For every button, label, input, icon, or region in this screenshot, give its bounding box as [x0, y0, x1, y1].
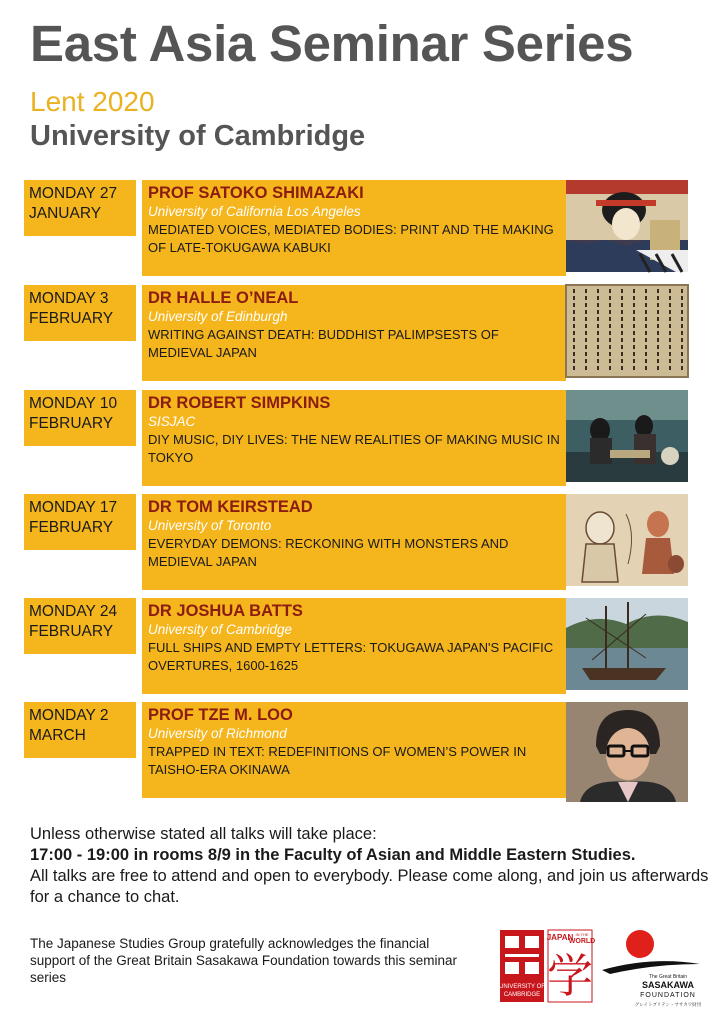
event-speaker: PROF SATOKO SHIMAZAKI: [148, 184, 364, 202]
logo-uni-line2: CAMBRIDGE: [503, 992, 541, 998]
sasakawa-small-text: The Great Britain: [648, 974, 688, 980]
event-speaker: DR ROBERT SIMPKINS: [148, 394, 331, 412]
event-speaker: DR TOM KEIRSTEAD: [148, 498, 313, 516]
event-date-month: FEBRUARY: [29, 415, 114, 432]
event-date: [24, 285, 136, 341]
venue-intro: Unless otherwise stated all talks will take place:: [30, 825, 377, 843]
event-date: [24, 180, 136, 236]
event-date-day: MONDAY 3: [29, 290, 109, 307]
event-date: [24, 702, 136, 758]
logo-in-the-text: IN THE: [575, 932, 589, 937]
event-date-month: JANUARY: [29, 205, 102, 222]
event-card: [24, 390, 688, 486]
logo-world-text: WORLD: [568, 938, 596, 945]
event-talk-title: FULL SHIPS AND EMPTY LETTERS: TOKUGAWA JAPAN'S PACIFIC OVERTURES, 1600-1625: [148, 640, 554, 673]
speaker-portrait-image: [566, 702, 688, 802]
event-talk-title: WRITING AGAINST DEATH: BUDDHIST PALIMPSESTS OF MEDIEVAL JAPAN: [148, 327, 499, 360]
event-date-month: FEBRUARY: [29, 310, 114, 327]
attendance-note: All talks are free to attend and open to everybody. Please come along, and join us afterwards for a chance to chat.: [30, 867, 709, 906]
sasakawa-name: SASAKAWA: [641, 980, 695, 990]
event-date-month: MARCH: [29, 727, 86, 744]
event-card: [24, 494, 688, 590]
event-date-month: FEBRUARY: [29, 519, 114, 536]
term-label: Lent 2020: [30, 86, 155, 117]
manuscript-image: [566, 285, 688, 377]
logo-kanji: 学: [547, 949, 593, 1003]
event-date: [24, 390, 136, 446]
event-talk-title: TRAPPED IN TEXT: REDEFINITIONS OF WOMEN’S POWER IN TAISHO-ERA OKINAWA: [148, 744, 527, 777]
cambridge-japan-in-the-world-logo: [499, 930, 596, 1003]
sasakawa-foundation-logo: [602, 928, 706, 1012]
venue-information: Unless otherwise stated all talks will take place: 17:00 - 19:00 in rooms 8/9 in the Faculty of Asian and Middle Eastern Studies. All talks are free to attend and open to everybody. Please come along, and join us afterwards for a chance to chat.: [30, 825, 709, 906]
demon-painting-image: [566, 494, 688, 586]
event-card: [24, 285, 688, 381]
event-affiliation: SISJAC: [148, 414, 196, 429]
event-date-day: MONDAY 27: [29, 185, 118, 202]
university-label: University of Cambridge: [30, 120, 366, 152]
event-details: [142, 285, 566, 381]
event-affiliation: University of Cambridge: [148, 622, 293, 637]
musicians-image: [566, 390, 688, 482]
sasakawa-foundation-text: FOUNDATION: [640, 992, 696, 999]
event-affiliation: University of Edinburgh: [148, 309, 288, 324]
event-talk-title: MEDIATED VOICES, MEDIATED BODIES: PRINT AND THE MAKING OF LATE-TOKUGAWA KABUKI: [148, 222, 554, 255]
event-date: [24, 494, 136, 550]
event-date-month: FEBRUARY: [29, 623, 114, 640]
event-card: [24, 702, 688, 798]
event-details: [142, 702, 566, 798]
event-details: [142, 598, 566, 694]
event-date-day: MONDAY 17: [29, 499, 118, 516]
event-speaker: DR JOSHUA BATTS: [148, 602, 303, 620]
event-card: [24, 598, 688, 694]
event-details: [142, 180, 566, 276]
event-details: [142, 390, 566, 486]
event-affiliation: University of Toronto: [148, 518, 272, 533]
logo-uni-line1: UNIVERSITY OF: [499, 984, 545, 990]
event-date: [24, 598, 136, 654]
event-card: [24, 180, 688, 276]
logo-japan-text: JAPAN: [546, 933, 574, 942]
event-talk-title: EVERYDAY DEMONS: RECKONING WITH MONSTERS AND MEDIEVAL JAPAN: [148, 536, 509, 569]
event-date-day: MONDAY 24: [29, 603, 118, 620]
sailing-ship-image: [566, 598, 688, 690]
event-date-day: MONDAY 2: [29, 707, 109, 724]
sasakawa-jp-text: グレイトブリテン・ササカワ財団: [634, 1003, 702, 1008]
event-speaker: DR HALLE O’NEAL: [148, 289, 299, 307]
venue-time-location: 17:00 - 19:00 in rooms 8/9 in the Faculty of Asian and Middle Eastern Studies: [30, 846, 631, 864]
event-speaker: PROF TZE M. LOO: [148, 706, 293, 724]
acknowledgement-text: The Japanese Studies Group gratefully acknowledges the financial support of the Great Britain Sasakawa Foundation towards this seminar series: [30, 936, 457, 985]
event-date-day: MONDAY 10: [29, 395, 118, 412]
page-title: East Asia Seminar Series: [30, 15, 634, 72]
kabuki-print-image: [566, 180, 688, 272]
event-affiliation: University of Richmond: [148, 726, 287, 741]
event-talk-title: DIY MUSIC, DIY LIVES: THE NEW REALITIES OF MAKING MUSIC IN TOKYO: [148, 432, 560, 465]
event-details: [142, 494, 566, 590]
event-affiliation: University of California Los Angeles: [148, 204, 361, 219]
